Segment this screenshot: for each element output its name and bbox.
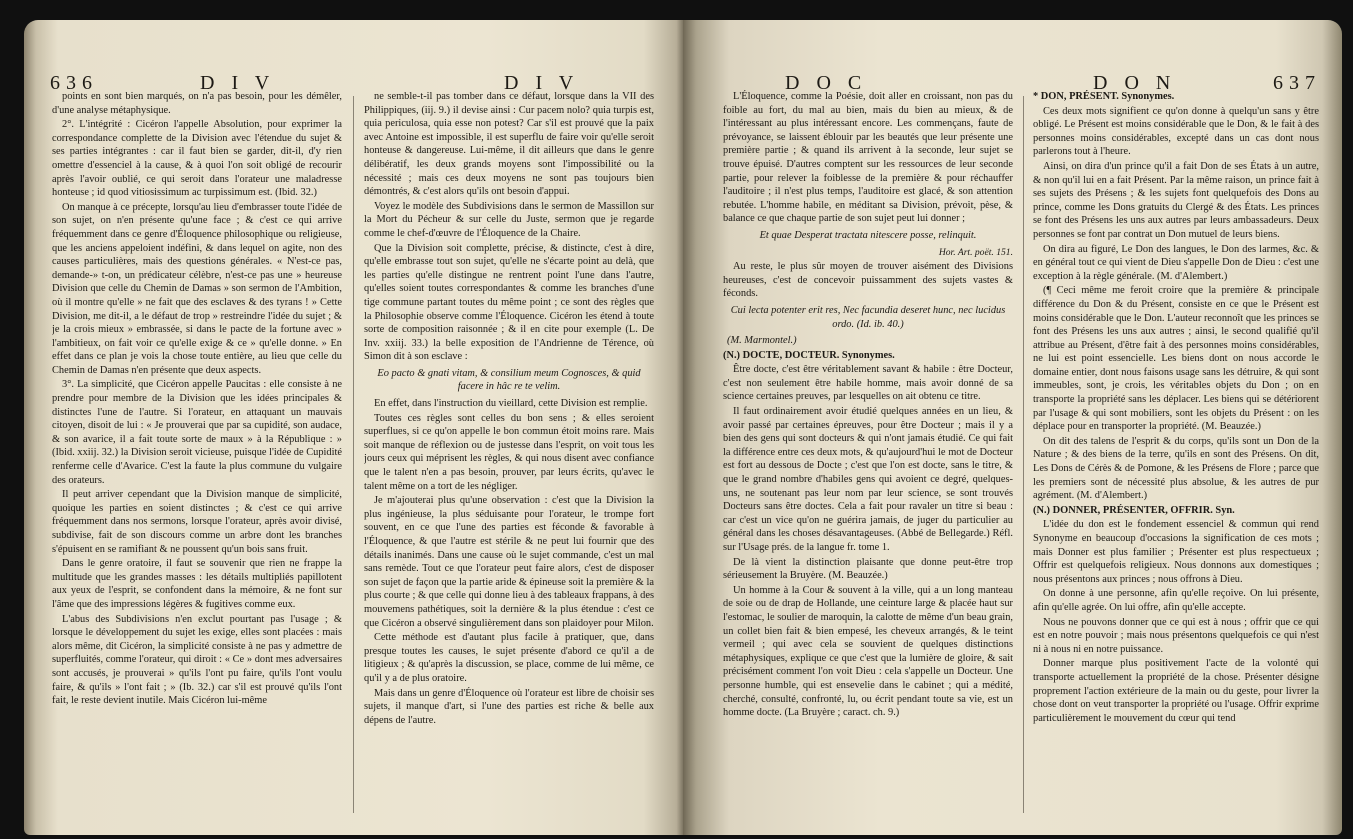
paragraph: Donner marque plus positivement l'acte de la volonté qui transporte actuellement la propriété de la chose. Présenter désigne proprement l'action extérieure de la main ou du geste, pour livrer la chose dont on veut transporter la propriété ou l'usage. Offrir exprime particulièrement le mouvement du cœur qui tend (1033, 658, 1319, 724)
paragraph: On donne à une personne, afin qu'elle reçoive. On lui présente, afin qu'elle agrée. On lui offre, afin qu'elle accepte. (1033, 588, 1319, 613)
right-page-column-1 (723, 90, 1013, 817)
paragraph: Mais dans un genre d'Éloquence où l'orateur est libre de choisir ses sujets, il manque d'art, si l'une des parties est riche & belle aux dépens de l'autre. (364, 687, 654, 726)
running-head-left: D O C (785, 72, 868, 94)
paragraph: Cette méthode est d'autant plus facile à pratiquer, que, dans presque toutes les causes, le sujet présente d'abord ce qu'il a de litigieux ; & qu'après la discussion, se place, comme de lui même, ce qu'il y a de plus oratoire. (364, 632, 654, 684)
paragraph: points en sont bien marqués, on n'a pas besoin, pour les démêler, d'une analyse métaphysique. (52, 91, 342, 116)
paragraph: En effet, dans l'instruction du vieillard, cette Division est remplie. (374, 398, 648, 410)
left-page-column-1 (52, 90, 342, 817)
paragraph: Être docte, c'est être véritablement savant & habile : être Docteur, c'est non seulement être habile homme, mais avoir donné de sa science certaines preuves, par lesquelles on ait obtenu ce titre. (723, 364, 1013, 403)
paragraph: Au reste, le plus sûr moyen de trouver aisément des Divisions heureuses, c'est de concevoir puissamment des sujets vastes & féconds. (723, 261, 1013, 300)
paragraph: 3°. La simplicité, que Cicéron appelle Paucitas : elle consiste à ne prendre pour membre de la Division que les idées principales & distinctes l'une de l'autre. Si l'orateur, en attaquant un mauvais citoyen, disoit de lui : « Je prouverai que par sa cupidité, son audace, & son avarice, il a fait toute sorte de maux » à la République : » (Ibid. xxiij. 32.) la Division seroit vicieuse, puisque l'idée de Cupidité renferme celle d'Avarice. C'est la faute la plus commune du vulgaire des orateurs. (52, 379, 342, 486)
paragraph: 2°. L'intégrité : Cicéron l'appelle Absolution, pour exprimer la correspondance complette de la Division avec l'étendue du sujet & ses parties intégrantes : car il faut bien se garder, dit-il, d'y rien omettre d'essenciel à la cause, & à quoi l'on soit obligé de recourir après l'avoir oublié, ce qui seroit dans l'orateur une maladresse honteuse ; id quod vitiosissimum ac turpissimum est. (Ibid. 32.) (52, 119, 342, 199)
page-number: 637 (1273, 72, 1321, 94)
author-signature: (M. Marmontel.) (727, 335, 797, 347)
paragraph: Dans le genre oratoire, il faut se souvenir que rien ne frappe la multitude que les grandes masses : les détails multipliés papillotent aux yeux de l'esprit, se confondent dans la mémoire, & ne font sur l'âme que des impressions légères & fugitives comme eux. (52, 558, 342, 610)
paragraph: On manque à ce précepte, lorsqu'au lieu d'embrasser toute l'idée de son sujet, on n'en présente qu'une face ; & c'est ce qui arrive fréquemment dans ce genre d'Éloquence philosophique ou religieuse, que les anciens appeloient indéfini, & dans lequel on agite, non des causes particulières, mais des questions générales. « N'est-ce pas, demande-» t-on, un prédicateur célèbre, n'est-ce pas une » heureuse Division que celle du Chemin de Damas » son sermon de l'Ambition, où il montre qu'elle » ne fait que des esclaves & des tyrans ! » Cette Division, me dit-il, a le défaut de trop » restreindre l'idée du sujet ; & je la crois mieux » embrassée, si dans le pacte de la fortune avec » l'ambitieux, on fait voir ce qu'elle exige & ce » qu'elle donne. » En effet dans ce plan je vois la chose toute entière, au lieu que celle du Chemin de Damas n'en présente que deux aspects. (52, 201, 342, 376)
entry-heading: * DON, PRÉSENT. Synonymes. (1033, 91, 1175, 102)
column-divider (1023, 96, 1024, 813)
column-divider (353, 96, 354, 813)
verse-quote: Cui lecta potenter erit res, Nec facundia deseret hunc, nec lucidus ordo. (Id. ib. 40.) (730, 304, 1006, 330)
paragraph: Toutes ces règles sont celles du bon sens ; & elles seroient superflues, si ce qu'on appelle le bon commun étoit moins rare. Mais soit manque de réflexion ou de justesse dans l'esprit, on voit tous les jours ceux qui méprisent les règles, & qui nous disent avec confiance que le talent n'en a pas besoin, prouver, par leurs écrits, qu'avec le talent même on a tort de les négliger. (364, 412, 654, 492)
right-page-column-2 (1033, 90, 1319, 817)
running-head-left: D I V (200, 72, 276, 94)
running-head-right: D I V (504, 72, 580, 94)
verse-quote: Eo pacto & gnati vitam, & consilium meum Cognosces, & quid facere in hâc re te velim. (377, 367, 641, 393)
left-page (24, 20, 683, 835)
paragraph: Ainsi, on dira d'un prince qu'il a fait Don de ses États à un autre, & non qu'il lui en a fait Présent. Par la même raison, un prince fait à ses sujets des Présens ; & les sujets font quelquefois des Dons au prince, comme les Dons gratuits du Clergé & des États. Les princes se font des Présens les uns aux autres par leurs ambassadeurs. Deux personnes se font par contrat un Don mutuel de leurs biens. (1033, 160, 1319, 240)
verse-quote: Et quae Desperat tractata nitescere posse, relinquit. (759, 229, 977, 241)
citation: Hor. Art. poët. 151. (938, 246, 1013, 258)
paragraph: On dit des talens de l'esprit & du corps, qu'ils sont un Don de la Nature ; & des biens de la terre, qu'ils en sont des Présens. On dit, Les Dons de Cérès & de Pomone, & les Présens de Flore ; parce que les premiers sont de nécessité plus absolue, & les autres de pur agrément. (M. d'Alembert.) (1033, 435, 1319, 502)
left-page-column-2 (364, 90, 654, 817)
paragraph: L'idée du don est le fondement essenciel & commun qui rend Synonyme en beaucoup d'occasions la signification de ces mots ; mais Donner est plus familier ; Présenter est plus respectueux ; Offrir est quelquefois religieux. Nous donnons aux domestiques ; nous présentons aux princes ; nous offrons à Dieu. (1033, 519, 1319, 585)
entry-heading: (N.) DONNER, PRÉSENTER, OFFRIR. Syn. (1033, 504, 1235, 516)
paragraph: Nous ne pouvons donner que ce qui est à nous ; offrir que ce qui est en notre pouvoir ; mais nous présentons quelquefois ce qui n'est ni à nous ni en notre puissance. (1033, 616, 1319, 655)
paragraph: (¶ Ceci même me feroit croire que la première & principale différence du Don & du Présent, consiste en ce que le Présent est moins considérable que le Don. L'auteur reconnoît que les princes se font des Présens les uns aux autres ; ainsi, le second qualifié qu'il attribue au Présent, d'être fait à des personnes moins considérables, ne lui est point essencielle. Les biens dont on nous accorde le domaine entier, dont nous faisons usage sans les détruire, & qui sont immeubles, sont, je crois, les véritables objets du Don ; on en transporte la propriété sans les déplacer. Les biens qui se détériorent par l'usage & qui sont mobiliers, sont les objets du Présent : on les déplace pour en transporter la propriété. (M. Beauzée.) (1033, 285, 1319, 433)
paragraph: L'Éloquence, comme la Poésie, doit aller en croissant, non pas du foible au fort, du mal au bien, mais du bien au mieux, & de l'intéressant au plus intéressant encore. Les commençans, faute de prévoyance, se laissent éblouir par les beautés que leur présente une première partie ; & quand ils arrivent à la seconde, leur sujet se trouve épuisé. D'autres comptent sur les ressources de leur seconde partie, pour relever la foiblesse de la première & pour réchauffer l'auditoire ; il n'est plus temps, l'auditoire est glacé, & son attention rebutée. L'homme habile, en méditant sa Division, prévoit, pèse, & balance ce que chaque partie de son sujet peut lui donner ; (723, 91, 1013, 225)
paragraph: De là vient la distinction plaisante que donne peut-être trop sérieusement la Bruyère. (M. Beauzée.) (723, 556, 1013, 582)
paragraph: Il faut ordinairement avoir étudié quelques années en un lieu, & avoir passé par certaines épreuves, pour être Docteur ; mais il y a bien des gens qui sont docteurs & qui n'ont jamais étudié. Ce qui fait la différence entre ces deux mots, & qu'aujourd'hui le mot de Docteur est fort au dessous de Docte ; c'est que l'on est docte, sans le titre, & que le grand nombre d'habiles gens qui avoient ce degré, quelques-uns, ne soutenant pas leur nom par leur science, se sont trouvés Docteurs sans être doctes. Cela a fait pour ravaler un titre si beau : car c'est un vice qu'on ne guérira jamais, de juger du particulier au général dans les choses désavantageuses. (Abbé de Bellegarde.) Réfl. sur l'Usage prés. de la langue fr. tome 1. (723, 406, 1013, 553)
paragraph: ne semble-t-il pas tomber dans ce défaut, lorsque dans la VII des Philippiques, (iij. 9.) il devise ainsi : Cur pacem nolo? quia turpis est, quia periculosa, quia esse non potest? Car s'il est prouvé que la paix avec Antoine est impossible, il est superflu de faire voir qu'elle seroit honteuse & dangereuse. Lui-même, il dit ailleurs que dans le genre délibératif, les deux grands moyens sont l'impossibilité ou la nécessité ; mais ces deux moyens ne sont pas toujours bien démontrés, & c'est alors qu'ils ont besoin d'appui. (364, 91, 654, 198)
paragraph: Voyez le modèle des Subdivisions dans le sermon de Massillon sur la Mort du Pécheur & sur celle du Juste, sermon que je regarde comme le chef-d'œuvre de l'Éloquence de la Chaire. (364, 200, 654, 239)
paragraph: Je m'ajouterai plus qu'une observation : c'est que la Division la plus ingénieuse, la plus séduisante pour l'orateur, le trompe fort souvent, en ce que l'une des parties est féconde & favorable à l'Éloquence, & que l'autre est stérile & ne peut lui fournir que des détails inanimés. Dans une cause où le sujet commande, c'est un mal sans remède. Tout ce que l'orateur peut faire alors, c'est de disposer son sujet de façon que la partie aride & épineuse soit la première & la plus courte ; & que celle qui donne lieu à des tableaux frappans, à des mouvemens pathétiques, soit la dernière & la plus étendue : c'est ce que Cicéron a observé singulièrement dans son plaidoyer pour Milon. (364, 495, 654, 629)
paragraph: Ces deux mots signifient ce qu'on donne à quelqu'un sans y être obligé. Le Présent est moins considérable que le Don, & le fait à des personnes moins considérables, excepté dans un cas dont nous parlerons tout à l'heure. (1033, 105, 1319, 158)
running-head-right: D O N (1093, 72, 1177, 94)
paragraph: Un homme à la Cour & souvent à la ville, qui a un long manteau de soie ou de drap de Hollande, une ceinture large & placée haut sur l'estomac, le soulier de maroquin, la calotte de même d'un beau grain, un collet bien fait & bien empesé, les cheveux arrangés, & le teint vermeil ; qui avec cela se souvient de quelques distinctions métaphysiques, explique ce que c'est que la lumière de gloire, & sait précisément comment l'on voit Dieu : cela s'appelle un Docteur. Une personne humble, qui est ensevelie dans le cabinet ; qui a médité, cherché, consulté, confronté, lu, ou écrit pendant toute sa vie, est un homme docte. (La Bruyère ; caract. ch. 9.) (723, 584, 1013, 719)
page-number: 636 (50, 72, 98, 94)
open-book (24, 20, 1342, 835)
right-page (683, 20, 1342, 835)
paragraph: On dira au figuré, Le Don des langues, le Don des larmes, &c. & en général tout ce qui vient de Dieu s'appelle Don de Dieu : c'est une exception à la règle générale. (M. d'Alembert.) (1033, 243, 1319, 282)
paragraph: Il peut arriver cependant que la Division manque de simplicité, quoique les parties en soient distinctes ; & c'est ce qui arrive fréquemment dans nos sermons, lorsque l'orateur, après avoir divisé, subdivise, fait de son discours comme un arbre dont les branches s'épuisent en se ramifiant & ne poussent qu'un bois sans fruit. (52, 489, 342, 555)
paragraph: L'abus des Subdivisions n'en exclut pourtant pas l'usage ; & lorsque le développement du sujet les exige, elles sont placées : mais alors même, dit Cicéron, la simplicité consiste à ne pas y admettre de superfluités, comme l'orateur, qui diroit : « Ce » dont mes adversaires sont accusés, je prouverai » qu'ils l'ont pu faire, qu'ils l'ont voulu faire, & qu'ils » l'ont fait ; » (Ib. 32.) car s'il est prouvé qu'ils l'ont fait, le reste devient inutile. Mais Cicéron lui-même (52, 613, 342, 707)
paragraph: Que la Division soit complette, précise, & distincte, c'est à dire, qu'elle embrasse tout son sujet, qu'elle ne s'écarte point au delà, que les parties qu'elle distingue ne rentrent point l'une dans l'autre, qu'elles soient toutes correspondantes & comme les branches d'une tige commune partant toutes du même point ; ce sont des règles que la Philosophie observe comme l'Éloquence. Cicéron les étend à toute sorte de composition raisonnée ; & il en cite pour exemple (L. De Inv. xxiij. 33.) la belle exposition de l'Andrienne de Térence, où Simon dit à son esclave : (364, 242, 654, 363)
entry-heading: (N.) DOCTE, DOCTEUR. Synonymes. (723, 349, 895, 361)
